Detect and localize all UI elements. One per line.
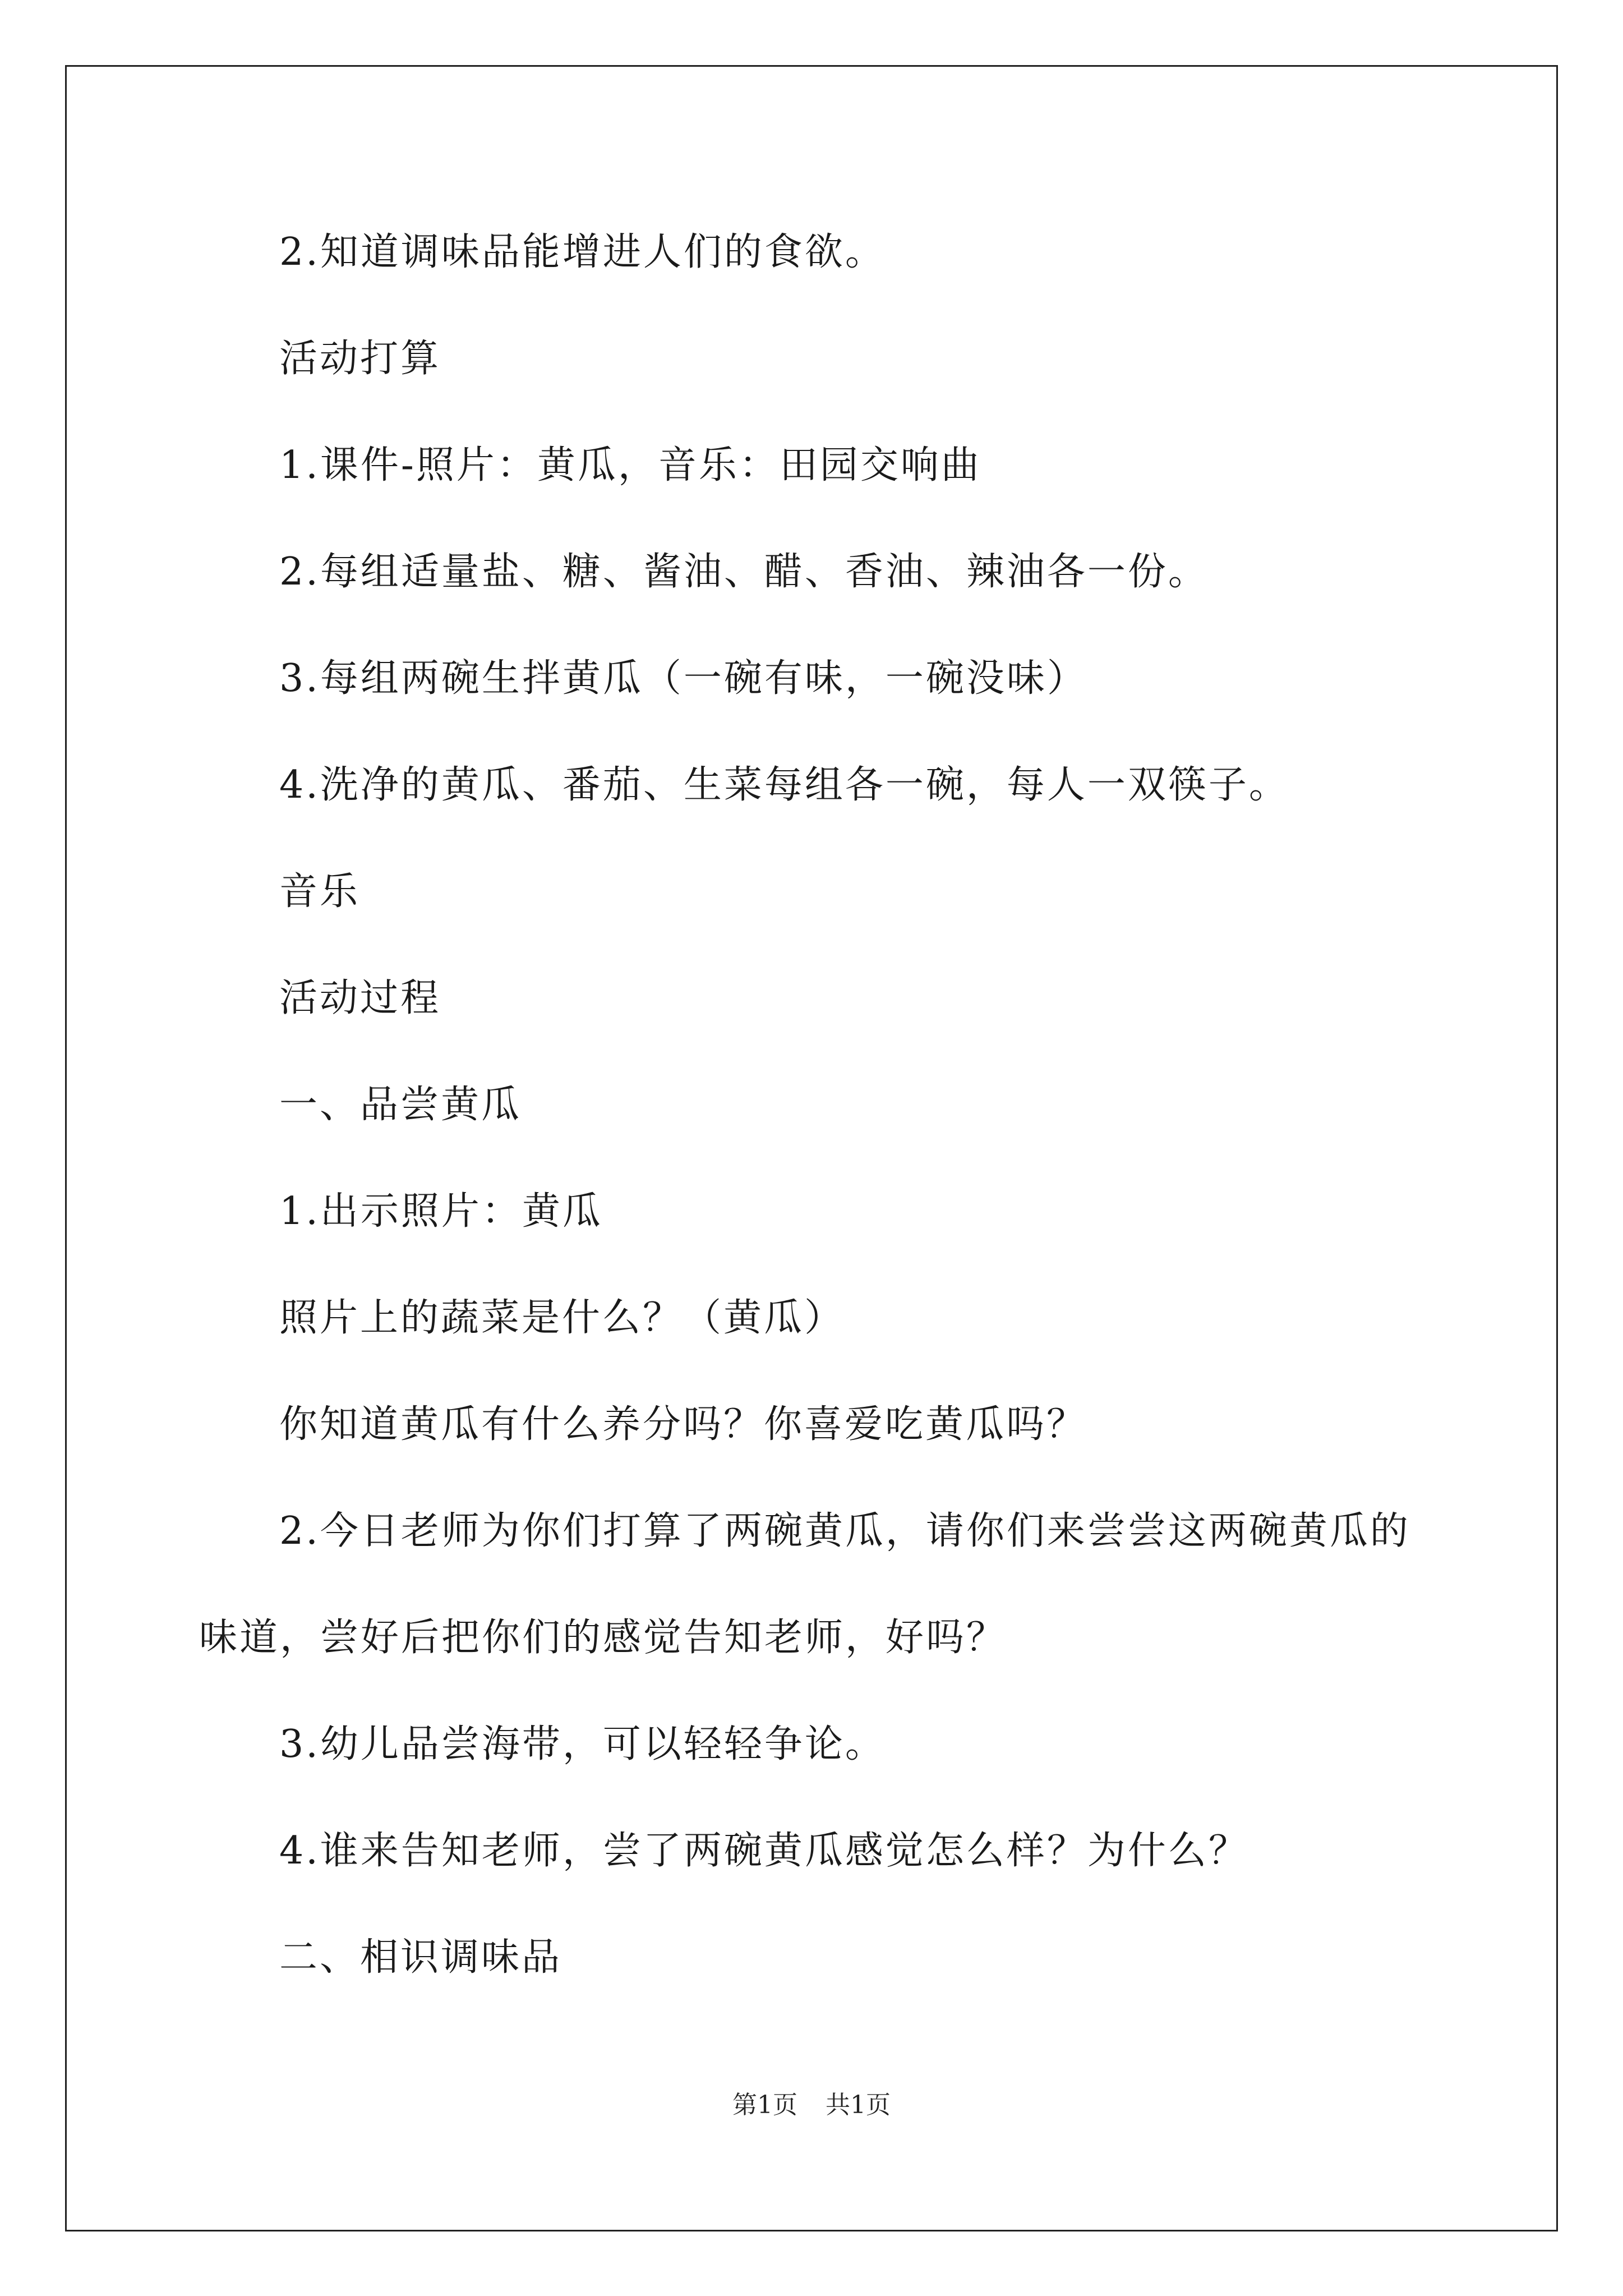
page-number: 第1页 [732,2091,797,2119]
text-line: 1.课件-照片：黄瓜，音乐：田园交响曲 [279,443,981,487]
text-line: 2.每组适量盐、糖、酱油、醋、香油、辣油各一份。 [279,550,1209,594]
text-line: 1.出示照片：黄瓜 [279,1189,603,1234]
section-heading: 活动打算 [279,337,441,381]
section-heading: 一、品尝黄瓜 [279,1083,522,1127]
text-line: 你知道黄瓜有什么养分吗？你喜爱吃黄瓜吗？ [279,1402,1087,1447]
section-heading: 活动过程 [279,976,441,1020]
text-line: 味道，尝好后把你们的感觉告知老师，好吗？ [199,1616,1007,1660]
text-line: 4.谁来告知老师，尝了两碗黄瓜感觉怎么样？为什么？ [279,1829,1249,1873]
section-heading: 音乐 [279,869,361,914]
text-line: 3.每组两碗生拌黄瓜（一碗有味，一碗没味） [279,656,1087,701]
text-line: 2.知道调味品能增进人们的食欲。 [279,230,886,274]
section-heading: 二、相识调味品 [279,1935,562,1980]
text-line: 4.洗净的黄瓜、番茄、生菜每组各一碗，每人一双筷子。 [279,763,1289,807]
page-footer [0,2090,1623,2121]
text-line: 2.今日老师为你们打算了两碗黄瓜，请你们来尝尝这两碗黄瓜的 [279,1509,1410,1553]
text-line: 3.幼儿品尝海带，可以轻轻争论。 [279,1722,886,1766]
page-total: 共1页 [826,2091,891,2119]
text-line: 照片上的蔬菜是什么？（黄瓜） [279,1296,845,1340]
